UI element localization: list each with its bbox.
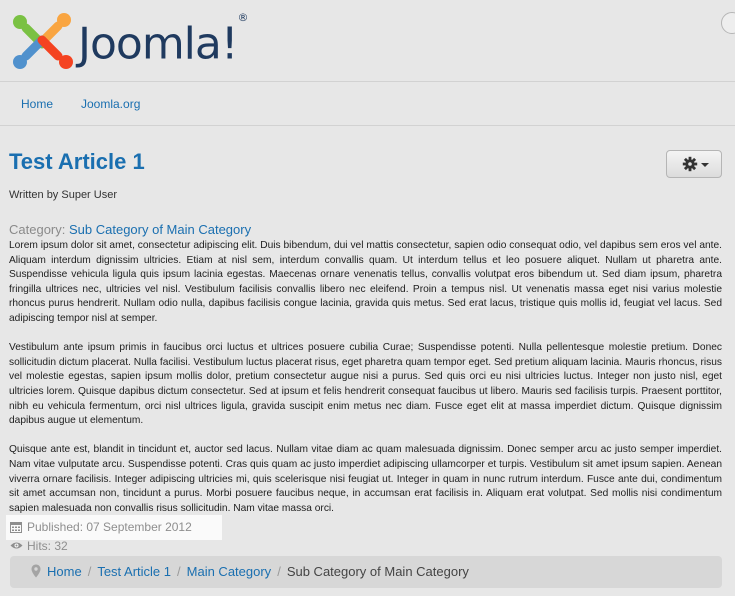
category-label: Category:	[9, 222, 66, 237]
main-nav	[0, 82, 735, 126]
breadcrumb-trail	[47, 564, 469, 579]
published-date: Published: 07 September 2012	[27, 520, 192, 534]
article-paragraph: Lorem ipsum dolor sit amet, consectetur adipiscing elit. Duis bibendum, dui vel mattis consectetur, sapien odio consequat odio, vel dapibus sem eros vel ante. Aliquam interdum dignissim ultricies. Etiam at nisl sem, interdum convallis quam. Ut interdum tellus et leo posuere aliquet. Nullam ut pharetra ante. Suspendisse vehicula ligula quis ipsum lacinia egestas. Maecenas ornare venenatis tellus, convallis volutpat eros bibendum ut. Sed diam ipsum, pharetra fringilla ultrices nec, ultricies vel nisl. Vestibulum facilisis convallis libero nec eleifend. Proin a tempus nisl. Ut venenatis massa eget nisi varius molestie rhoncus purus hendrerit. Nullam odio nulla, dapibus facilisis congue lacinia, gravida quis metus. Sed erat lacus, tristique quis mollis id, feugiat vel lacus. Sed adipiscing tempor nisl at semper.	[9, 240, 722, 324]
calendar-icon	[10, 521, 22, 533]
breadcrumb-home-link[interactable]: Home	[47, 564, 82, 579]
article-body	[9, 239, 722, 531]
article-tools-button[interactable]	[666, 150, 722, 178]
breadcrumb-separator: /	[87, 564, 92, 579]
eye-icon	[10, 541, 23, 550]
map-pin-icon	[31, 564, 41, 578]
caret-down-icon	[701, 163, 709, 167]
article-category	[9, 222, 251, 237]
breadcrumb-separator: /	[277, 564, 281, 579]
breadcrumb-main-category-link[interactable]: Main Category	[186, 564, 272, 579]
site-brand[interactable]	[78, 11, 248, 71]
article-author: Written by Super User	[9, 189, 118, 201]
breadcrumb-article-link[interactable]: Test Article 1	[97, 564, 172, 579]
breadcrumb-separator: /	[177, 564, 181, 579]
breadcrumb-current: Sub Category of Main Category	[286, 564, 469, 579]
top-right-control[interactable]	[721, 12, 735, 34]
article-paragraph: Vestibulum ante ipsum primis in faucibus orci luctus et ultrices posuere cubilia Curae; Suspendisse potenti. Nulla pellentesque molestie pretium. Donec sollicitudin dictum placerat. Nulla facilisi. Vestibulum luctus placerat risus, eget pharetra quam tempor eget. Sed pretium aliquam lacinia. Mauris rhoncus, risus vel molestie egestas, sapien ipsum mollis dolor, pretium consectetur augue nisi a purus. Sed quis orci eu nisi ultricies luctus. Integer non justo nisl, eget ultricies lorem. Quisque dapibus dictum consectetur. Sed at ipsum et felis hendrerit consequat faucibus ut libero. Mauris sed facilisis turpis. Praesent porttitor, nibh eu vehicula fermentum, orci nisl ultrices ligula, gravida suscipit enim metus nec diam. Fusce eget elit at massa imperdiet dictum. Quisque dignissim dapibus augue ut elementum.	[9, 342, 722, 427]
breadcrumb	[10, 556, 722, 588]
article-title[interactable]: Test Article 1	[9, 149, 145, 174]
gear-icon	[682, 156, 698, 172]
article-paragraph: Quisque ante est, blandit in tincidunt et, auctor sed lacus. Nullam vitae diam ac quam malesuada dignissim. Donec semper arcu ac justo semper imperdiet. Nam vitae vulputate arcu. Suspendisse potenti. Cras quis quam ac justo imperdiet adipiscing ullamcorper et turpis. Vestibulum sit amet ipsum sapien. Aenean viverra ornare facilisis. Integer adipiscing ultricies mi, quis scelerisque nisi feugiat ut. Integer in quam in nunc rutrum interdum. Fusce ante dui, condimentum sit amet accumsan non, tincidunt a purus. Morbi posuere faucibus neque, in accumsan erat facilisis in. Aliquam erat volutpat. Sed mollis nisi condimentum sapien malesuada non convallis risus sollicitudin. Nam vitae massa orci.	[9, 444, 722, 514]
category-link[interactable]: Sub Category of Main Category	[69, 222, 252, 237]
joomla-logo-icon[interactable]	[8, 8, 78, 74]
hits-count: Hits: 32	[27, 539, 68, 553]
registered-mark: ®	[237, 11, 248, 24]
brand-name: Joomla!	[78, 18, 238, 70]
nav-joomla-org-link[interactable]: Joomla.org	[81, 97, 141, 111]
site-header	[0, 0, 735, 82]
nav-home-link[interactable]: Home	[21, 97, 54, 111]
published-info	[6, 515, 222, 540]
